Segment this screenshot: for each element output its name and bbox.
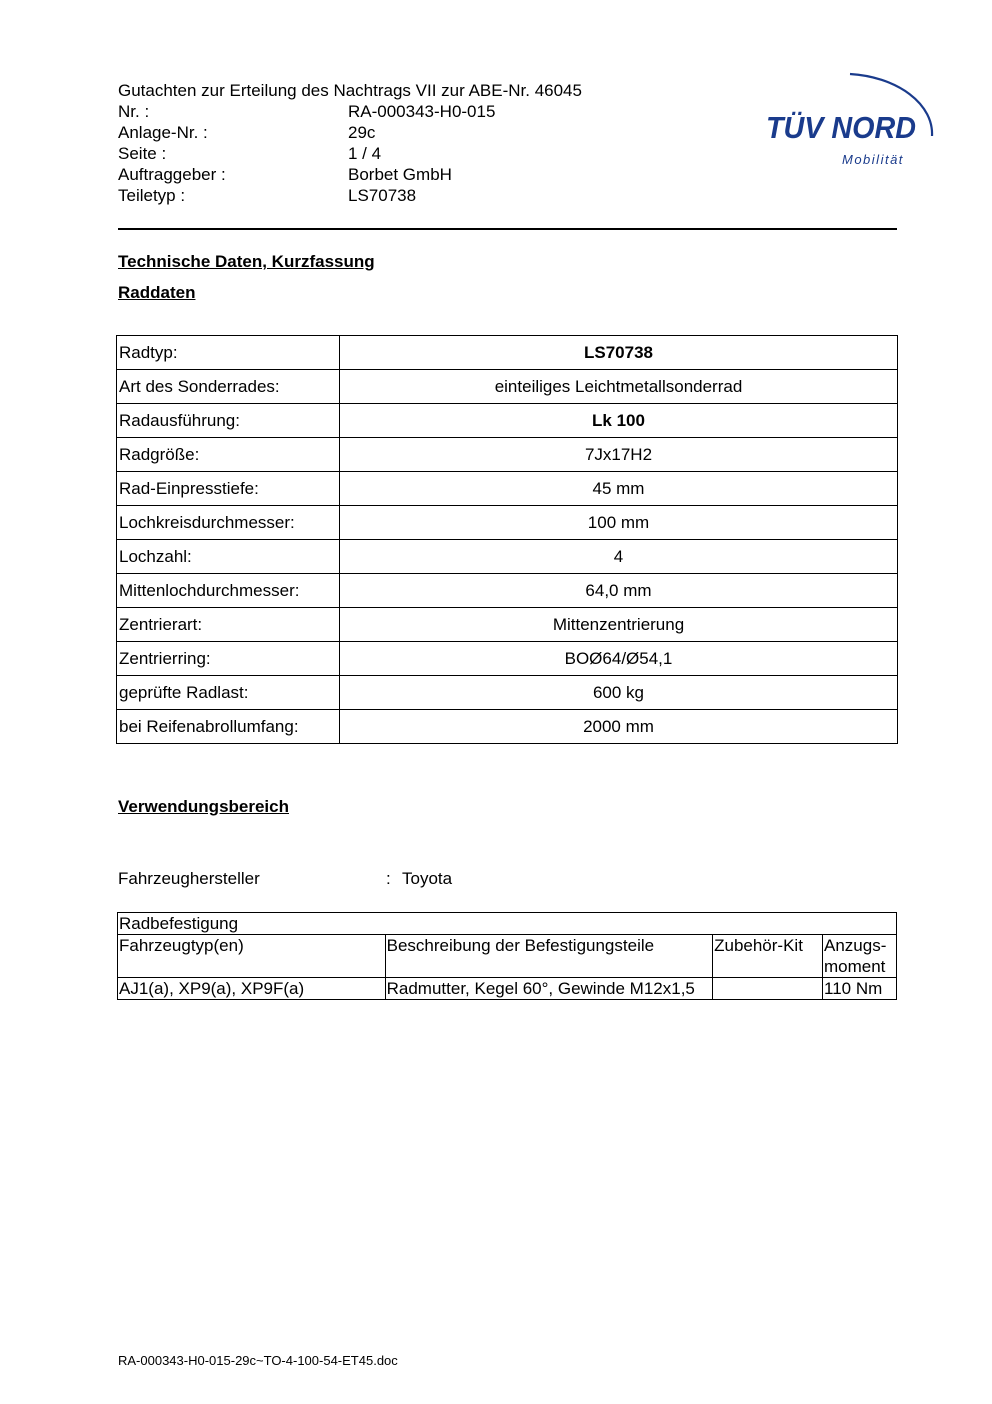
table-cell-label: Art des Sonderrades:: [117, 370, 340, 404]
table-cell-label: Lochkreisdurchmesser:: [117, 506, 340, 540]
table-row: [117, 642, 898, 676]
table-cell-value: 2000 mm: [340, 710, 898, 744]
table-row: [117, 404, 898, 438]
header-divider: [118, 228, 897, 230]
table-cell-value: 45 mm: [340, 472, 898, 506]
table-cell-value: 64,0 mm: [340, 574, 898, 608]
header-value: LS70738: [348, 186, 417, 205]
table-cell-value: LS70738: [340, 336, 898, 370]
footer-filename: RA-000343-H0-015-29c~TO-4-100-54-ET45.doc: [118, 1353, 398, 1368]
table-cell-value: 7Jx17H2: [340, 438, 898, 472]
table-cell-value: 4: [340, 540, 898, 574]
raddaten-table: [116, 335, 898, 744]
table-row: [117, 506, 898, 540]
header-label: Anlage-Nr. :: [118, 123, 208, 142]
table-header-row: [118, 935, 897, 978]
header-value: 1 / 4: [348, 144, 382, 163]
header-label: Teiletyp :: [118, 186, 186, 205]
table-row: [117, 710, 898, 744]
table-cell-label: Mittenlochdurchmesser:: [117, 574, 340, 608]
document-header: [118, 80, 582, 206]
fahrzeughersteller-value: Toyota: [402, 869, 453, 888]
document-title: Gutachten zur Erteilung des Nachtrags VII zur ABE-Nr. 46045: [118, 81, 582, 100]
table-cell-value: Mittenzentrierung: [340, 608, 898, 642]
header-row-anlage: [118, 122, 582, 143]
table-cell: Radmutter, Kegel 60°, Gewinde M12x1,5: [385, 978, 712, 1000]
fahrzeughersteller-row: [118, 869, 452, 889]
radbefestigung-title: Radbefestigung: [118, 913, 897, 935]
header-row-auftraggeber: [118, 164, 582, 185]
column-header: Zubehör-Kit: [713, 935, 823, 978]
table-row: [117, 336, 898, 370]
table-cell-label: Zentrierart:: [117, 608, 340, 642]
table-row: [117, 472, 898, 506]
table-cell-value: einteiliges Leichtmetallsonderrad: [340, 370, 898, 404]
header-row-seite: [118, 143, 582, 164]
table-title-row: [118, 913, 897, 935]
fahrzeughersteller-label: Fahrzeughersteller: [118, 869, 260, 888]
header-value: Borbet GmbH: [348, 165, 452, 184]
fahrzeughersteller-colon: :: [386, 869, 391, 888]
table-cell-label: Radtyp:: [117, 336, 340, 370]
header-value: RA-000343-H0-015: [348, 102, 496, 121]
header-label: Auftraggeber :: [118, 165, 226, 184]
table-cell: 110 Nm: [823, 978, 897, 1000]
column-header: Beschreibung der Befestigungsteile: [385, 935, 712, 978]
table-row: [118, 978, 897, 1000]
table-row: [117, 540, 898, 574]
table-cell-value: 600 kg: [340, 676, 898, 710]
table-cell-value: BOØ64/Ø54,1: [340, 642, 898, 676]
table-row: [117, 608, 898, 642]
column-header: Fahrzeugtyp(en): [118, 935, 386, 978]
table-cell-label: Radgröße:: [117, 438, 340, 472]
table-cell-label: Lochzahl:: [117, 540, 340, 574]
table-cell-value: Lk 100: [340, 404, 898, 438]
table-cell-label: Radausführung:: [117, 404, 340, 438]
logo-brand: TÜV NORD: [766, 110, 916, 145]
table-cell-label: Zentrierring:: [117, 642, 340, 676]
table-row: [117, 438, 898, 472]
table-cell: [713, 978, 823, 1000]
header-label: Nr. :: [118, 102, 150, 121]
header-value: 29c: [348, 123, 376, 142]
section-title-raddaten: Raddaten: [118, 283, 196, 302]
section-title-technische-daten: Technische Daten, Kurzfassung: [118, 252, 375, 271]
table-row: [117, 676, 898, 710]
table-cell: AJ1(a), XP9(a), XP9F(a): [118, 978, 386, 1000]
table-cell-label: geprüfte Radlast:: [117, 676, 340, 710]
table-cell-label: Rad-Einpresstiefe:: [117, 472, 340, 506]
logo-tagline: Mobilität: [842, 152, 904, 167]
header-row-teiletyp: [118, 185, 582, 206]
table-row: [117, 574, 898, 608]
header-row-nr: [118, 101, 582, 122]
section-title-verwendungsbereich: Verwendungsbereich: [118, 797, 289, 816]
radbefestigung-table: [117, 912, 897, 1000]
column-header: Anzugs-moment: [823, 935, 897, 978]
tuv-nord-logo: [762, 58, 942, 170]
table-row: [117, 370, 898, 404]
table-cell-label: bei Reifenabrollumfang:: [117, 710, 340, 744]
header-label: Seite :: [118, 144, 167, 163]
table-cell-value: 100 mm: [340, 506, 898, 540]
